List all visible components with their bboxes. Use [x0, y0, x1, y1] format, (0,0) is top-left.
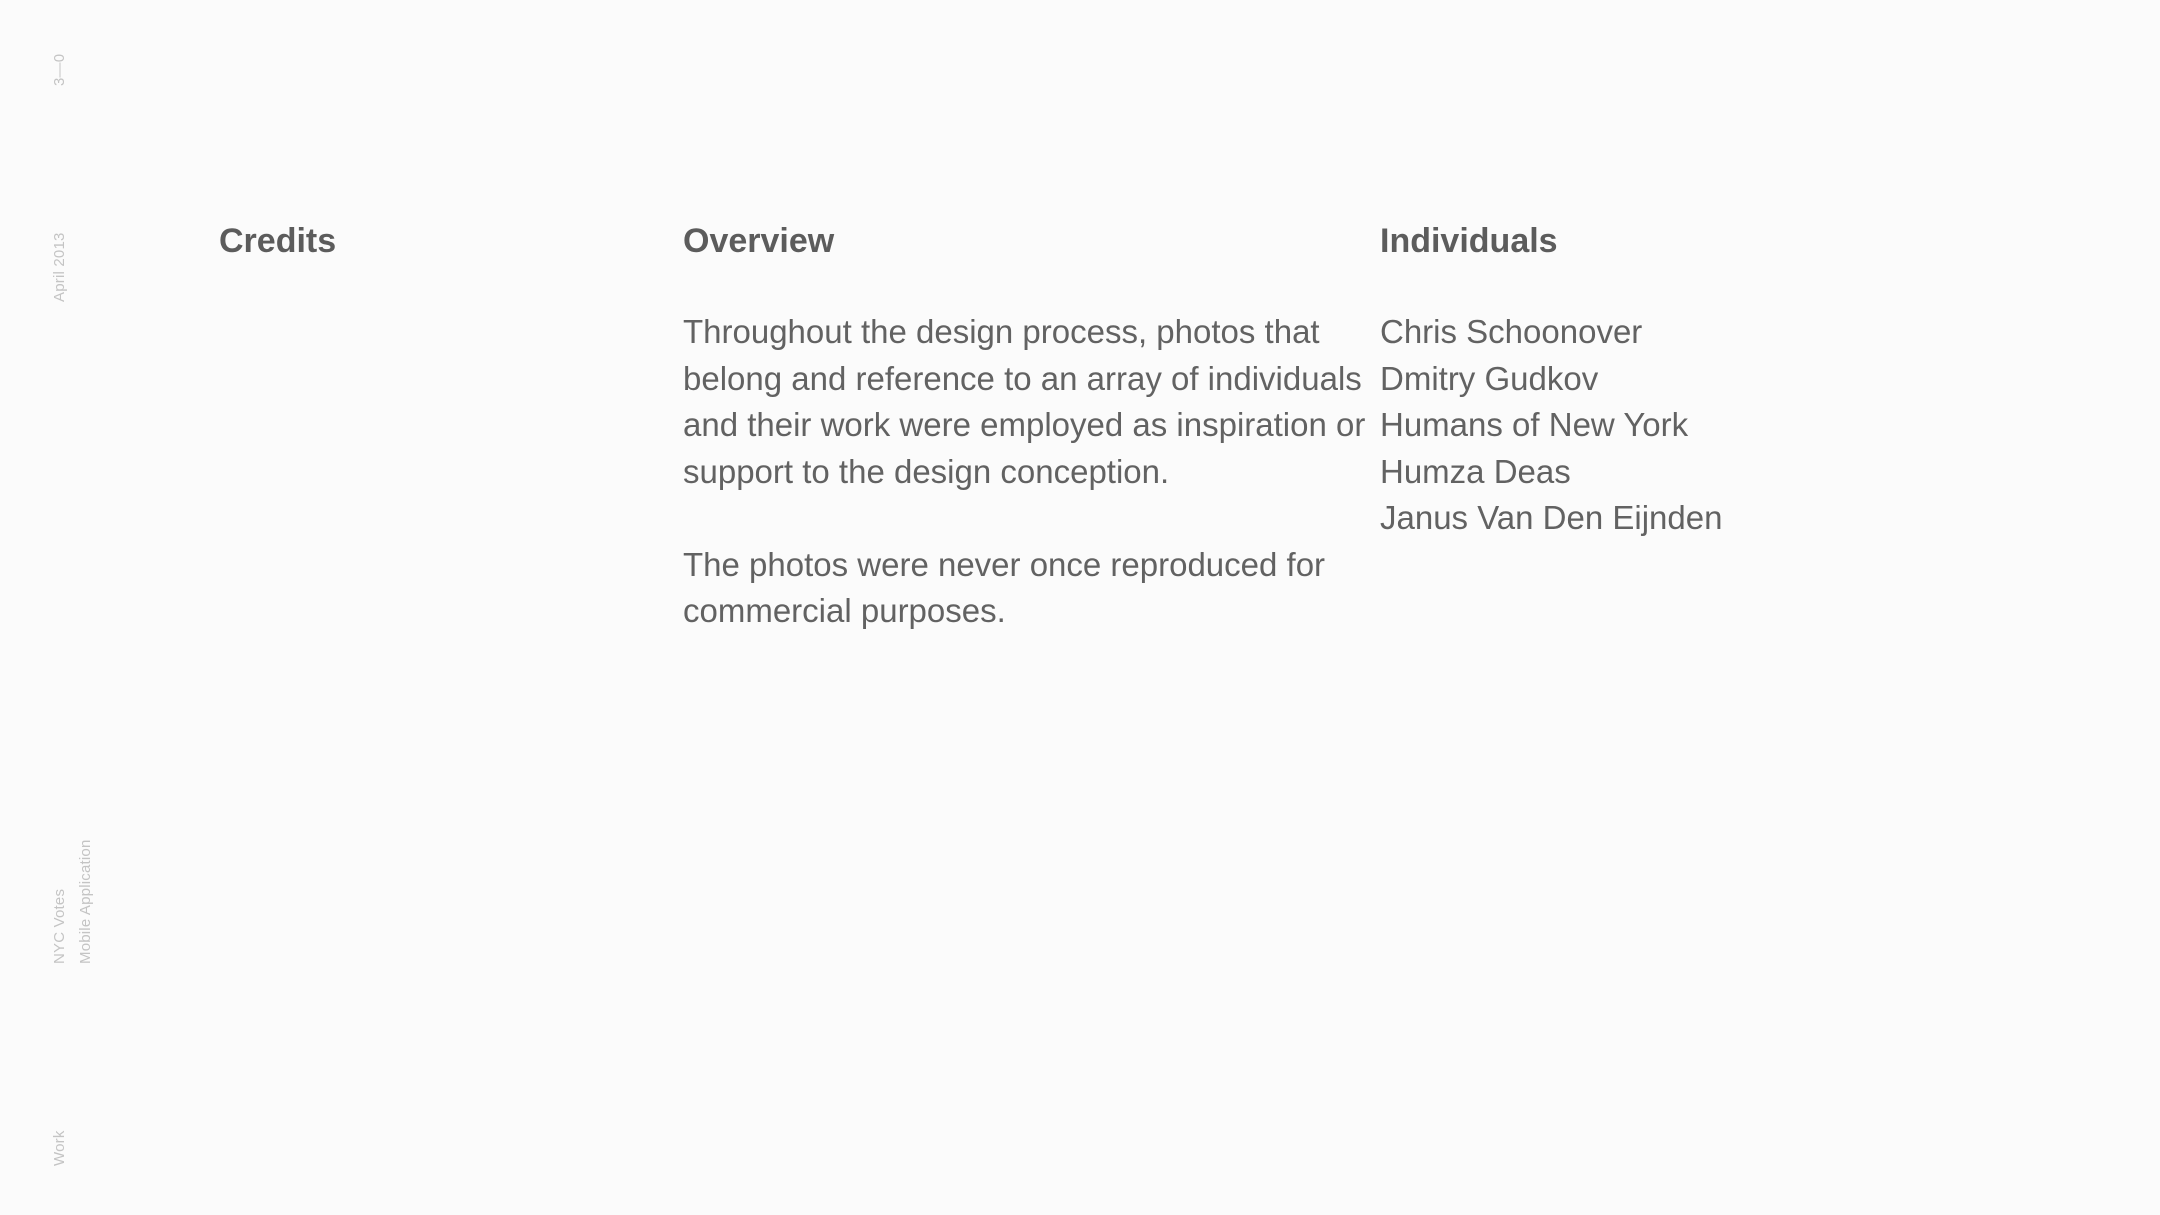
list-item: Dmitry Gudkov	[1380, 359, 1599, 397]
project-name: NYC Votes	[51, 888, 68, 964]
overview-body	[683, 309, 1373, 635]
date-label	[47, 232, 73, 302]
credits-column	[219, 218, 639, 264]
project-label	[47, 839, 99, 964]
overview-paragraph: Throughout the design process, photos that belong and reference to an array of individuals and their work were employed as inspiration or support to the design conception.	[683, 313, 1366, 490]
project-type: Mobile Application	[77, 839, 94, 964]
list-item: Humza Deas	[1380, 452, 1571, 490]
overview-heading: Overview	[683, 222, 835, 260]
list-item: Chris Schoonover	[1380, 313, 1643, 350]
overview-column	[683, 218, 1373, 681]
page-number-text: 3—0	[51, 53, 68, 86]
overview-paragraph: The photos were never once reproduced for commercial purposes.	[683, 545, 1326, 629]
list-item: Humans of New York	[1380, 406, 1689, 443]
page-number	[47, 54, 73, 86]
section-label	[47, 1130, 73, 1166]
date-text: April 2013	[51, 232, 68, 302]
credits-heading: Credits	[219, 222, 337, 260]
individuals-heading: Individuals	[1380, 222, 1558, 260]
individuals-column	[1380, 218, 2020, 542]
individuals-list	[1380, 309, 2020, 542]
list-item: Janus Van Den Eijnden	[1380, 499, 1723, 536]
section-text: Work	[51, 1130, 68, 1166]
